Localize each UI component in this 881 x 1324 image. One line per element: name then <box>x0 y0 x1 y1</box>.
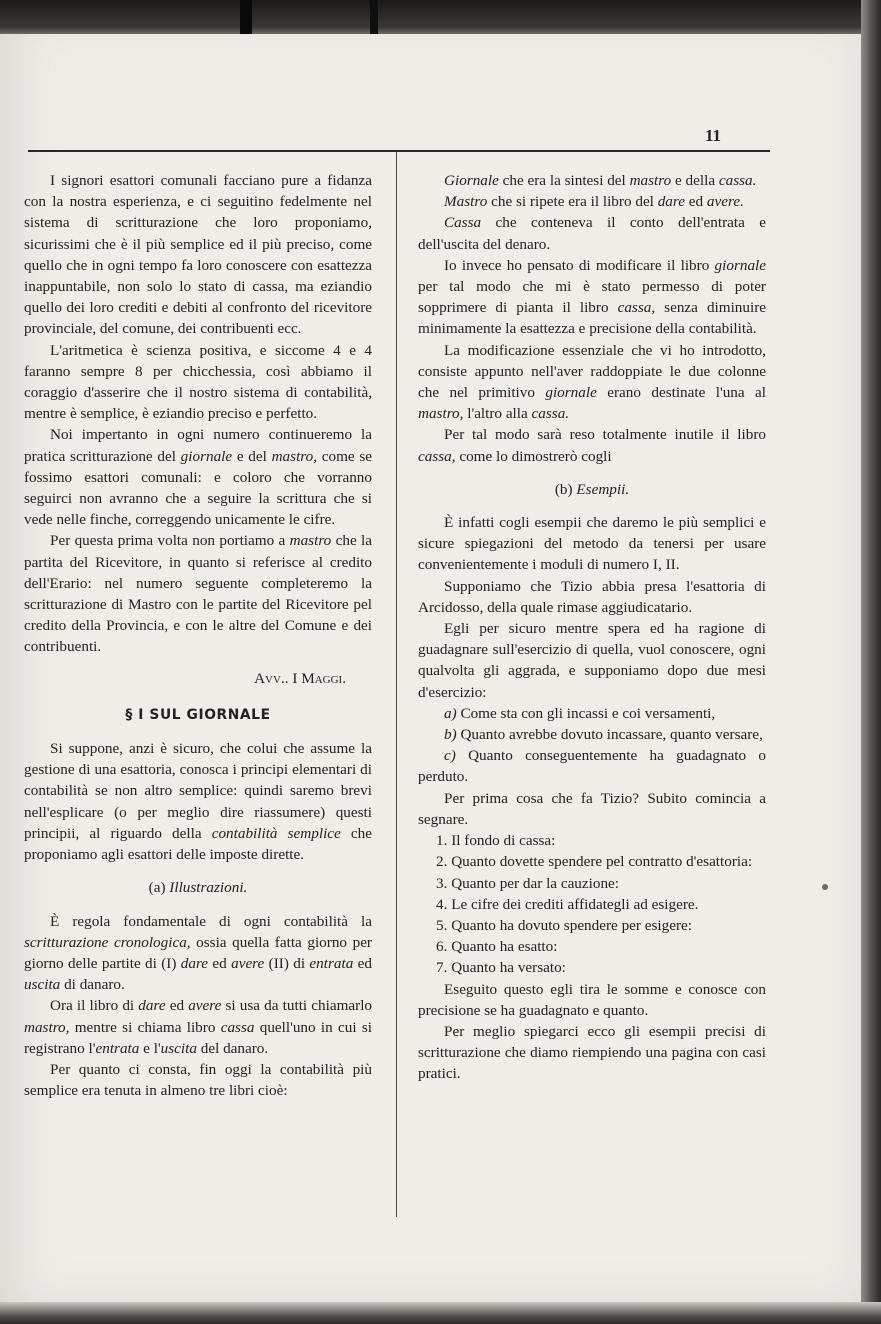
right-column <box>418 170 766 1085</box>
list-item: 6. Quanto ha esatto: <box>436 938 558 956</box>
paragraph: Mastro che si ripete era il libro del dare ed avere. <box>444 193 744 211</box>
list-item: a) Come sta con gli incassi e coi versamenti, <box>444 704 716 722</box>
paragraph: Per meglio spiegarci ecco gli esempii precisi di scritturazione che diamo riempiendo una pagina con casi pratici. <box>418 1022 766 1083</box>
paragraph: I signori esattori comunali facciano pure a fidanza con la nostra esperienza, e ci seguitino fedelmente nel sistema di scritturazione che loro proponiamo, sicurissimi che è il più semplice ed il più preciso, come quello che in ogni tempo fa loro conoscere con esattezza inappuntabile, non solo lo stato di cassa, ma eziandio quello dei loro crediti e debiti al confronto del ricevitore provinciale, del comune, dei contribuenti ecc. <box>24 172 372 338</box>
paragraph: Io invece ho pensato di modificare il libro giornale per tal modo che mi è stato permesso di poter sopprimere di pianta il libro cassa, senza diminuire minimamente la esattezza e precisione della contabilità. <box>418 256 767 338</box>
scan-bottom-border <box>0 1302 881 1324</box>
list-item: 2. Quanto dovette spendere pel contratto d'esattoria: <box>436 853 753 871</box>
list-item: 5. Quanto ha dovuto spendere per esigere: <box>436 916 692 934</box>
list-item: 3. Quanto per dar la cauzione: <box>436 874 620 892</box>
list-item: 1. Il fondo di cassa: <box>436 832 556 850</box>
list-item: 7. Quanto ha versato: <box>436 959 566 977</box>
paragraph: Per prima cosa che fa Tizio? Subito comincia a segnare. <box>418 789 766 828</box>
scan-top-border <box>0 0 881 34</box>
paragraph: Per quanto ci consta, fin oggi la contabilità più semplice era tenuta in almeno tre libri cioè: <box>24 1060 372 1100</box>
paragraph: È regola fondamentale di ogni contabilità la scritturazione cronologica, ossia quella fatta giorno per giorno delle partite di (I) dare ed avere (II) di entrata ed uscita di danaro. <box>24 912 372 994</box>
paragraph: Eseguito questo egli tira le somme e conosce con precisione se ha guadagnato e quanto. <box>418 980 766 1019</box>
paragraph: Egli per sicuro mentre spera ed ha ragione di guadagnare sull'esercizio di quella, vuol conoscere, ogni qualvolta gli aggrada, e supponiamo dopo due mesi d'esercizio: <box>418 620 766 701</box>
list-item: 4. Le cifre dei crediti affidategli ad esigere. <box>436 895 699 913</box>
list-item: c) Quanto conseguentemente ha guadagnato o perduto. <box>418 747 766 786</box>
column-divider <box>396 152 397 1217</box>
paragraph: Supponiamo che Tizio abbia presa l'esattoria di Arcidosso, della quale rimase aggiudicatario. <box>418 577 766 616</box>
scan-speck <box>822 884 828 890</box>
paragraph: Ora il libro di dare ed avere si usa da tutti chiamarlo mastro, mentre si chiama libro cassa quell'uno in cui si registrano l'entrata e l'uscita del danaro. <box>24 997 373 1057</box>
paragraph: La modificazione essenziale che vi ho introdotto, consiste appunto nell'aver raddoppiate le due colonne che nel primitivo giornale erano destinate l'una al mastro, l'altro alla cassa. <box>418 341 766 423</box>
paragraph: Si suppone, anzi è sicuro, che colui che assume la gestione di una esattoria, conosca i principi elementari di contabilità se non altro semplice: quindi saremo brevi nell'esplicare (o per meglio dire riassumere) questi principii, al riguardo della contabilità semplice che proponiamo agli esattori delle imposte dirette. <box>24 740 372 864</box>
list-item: b) Quanto avrebbe dovuto incassare, quanto versare, <box>444 726 763 744</box>
paragraph: Cassa che conteneva il conto dell'entrata e dell'uscita del denaro. <box>418 214 766 253</box>
numbered-list <box>418 830 766 978</box>
subheading-illustrazioni: (a) Illustrazioni. <box>148 879 248 897</box>
section-heading: § I SUL GIORNALE <box>125 706 271 723</box>
paragraph: Per tal modo sarà reso totalmente inutile il libro cassa, come lo dimostrerò cogli <box>418 426 766 465</box>
subheading-esempii: (b) Esempii. <box>554 480 630 498</box>
left-column <box>24 170 372 1101</box>
header-rule <box>28 150 770 152</box>
author-signature: Avv.. I Maggi. <box>254 669 346 687</box>
page-number: 11 <box>705 126 722 145</box>
paragraph: Giornale che era la sintesi del mastro e della cassa. <box>444 172 757 189</box>
paragraph: Noi impertanto in ogni numero continueremo la pratica scritturazione del giornale e del mastro, come se fossimo esattori comunali: e coloro che vorranno seguirci non avranno che a seguire la scrittura che si vede nelle finche, correggendo unicamente le cifre. <box>24 426 373 529</box>
paragraph: È infatti cogli esempii che daremo le più semplici e sicure spiegazioni del metodo da tenersi per usare convenientemente i moduli di numero I, II. <box>418 514 766 574</box>
scan-right-border <box>861 0 881 1324</box>
paragraph: L'aritmetica è scienza positiva, e siccome 4 e 4 faranno sempre 8 per chicchessia, così abbiamo il coraggio d'asserire che il nostro sistema di contabilità, mentre è semplice, è eziandio preciso e perfetto. <box>24 341 372 423</box>
paragraph: Per questa prima volta non portiamo a mastro che la partita del Ricevitore, in quanto si referisce al credito dell'Erario: nel numero seguente completeremo la scritturazione di Mastro con le partite del Ricevitore pel credito della Provincia, e con le altre del Comune e dei contribuenti. <box>24 532 372 656</box>
